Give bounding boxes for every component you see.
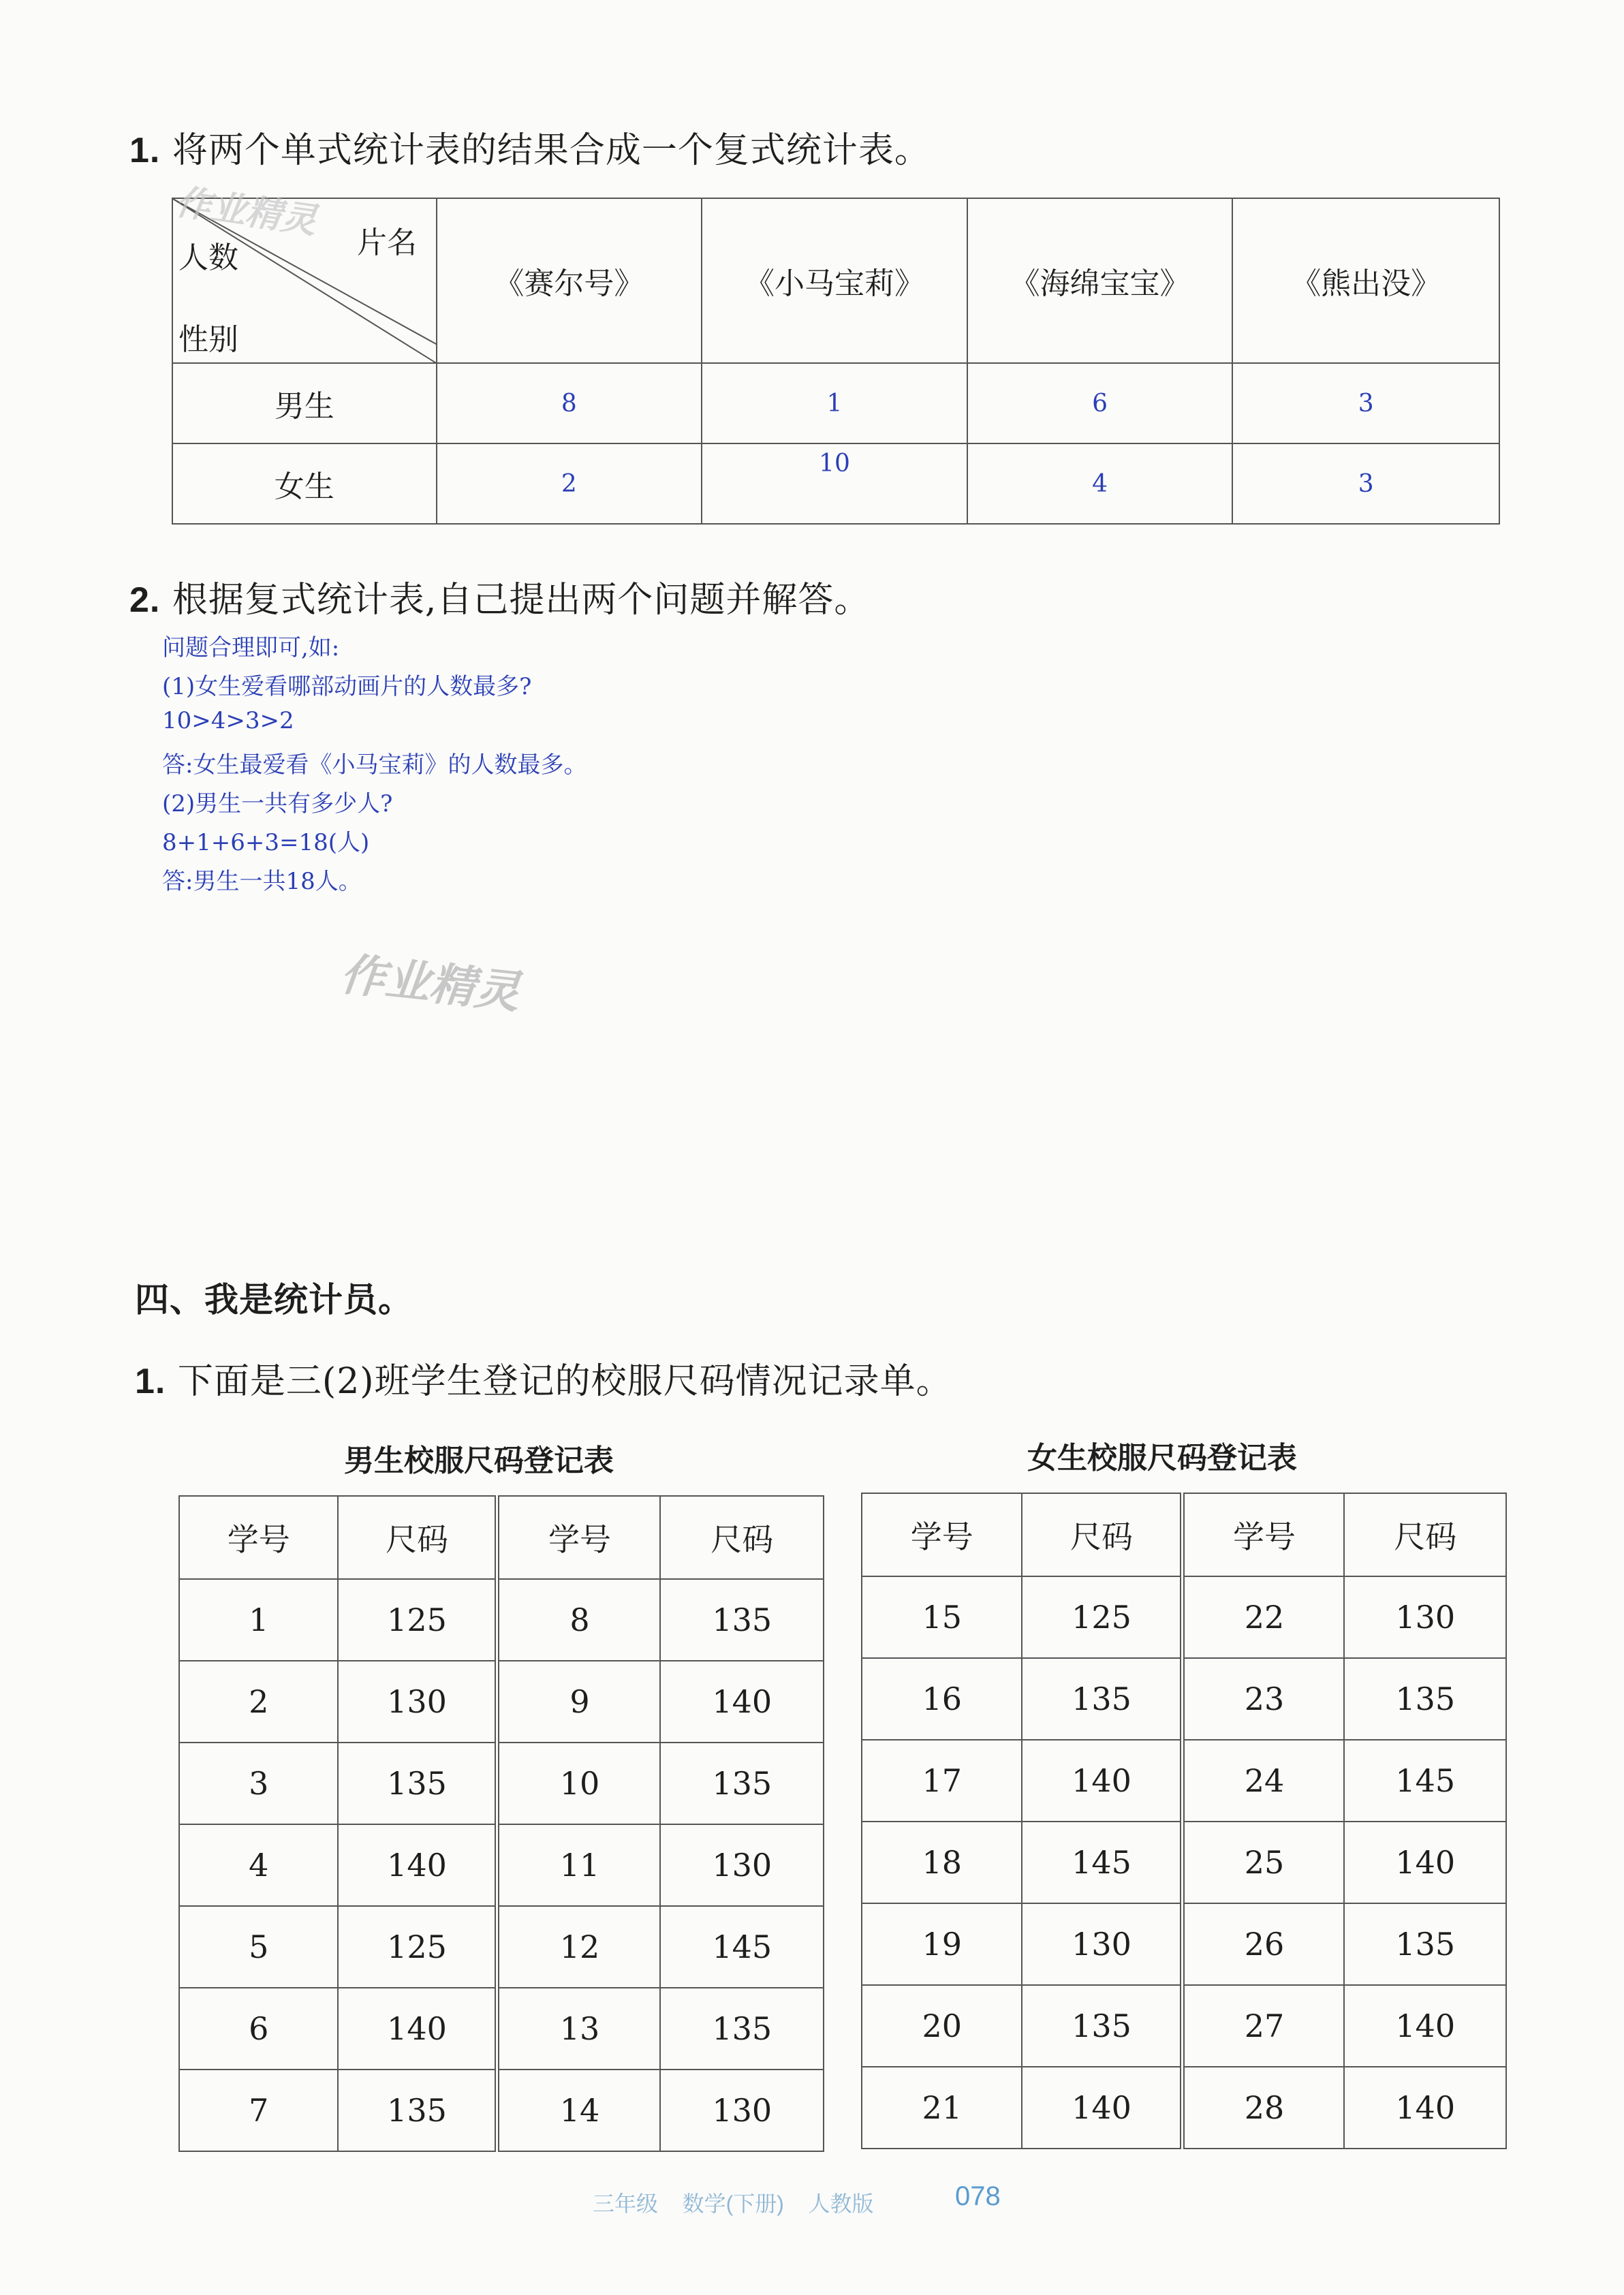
size-value: 125 [338,1579,497,1661]
page-number: 078 [955,2181,1001,2211]
table-row [179,1988,824,2070]
footer-subject: 数学(下册) [682,2191,784,2216]
size-value: 140 [338,1824,497,1906]
answer-line: (1)女生爱看哪部动画片的人数最多? [162,673,532,700]
watermark: 作业精灵 [338,948,522,1018]
table-row [862,1985,1506,2067]
answer-value: 6 [967,363,1233,443]
size-value: 140 [1344,1985,1506,2067]
footer [593,2187,873,2218]
student-id: 5 [179,1906,338,1988]
student-id: 20 [862,1985,1022,2067]
size-value: 135 [660,1988,824,2070]
question-text: 将两个单式统计表的结果合成一个复式统计表。 [172,130,931,171]
film-header: 《海绵宝宝》 [967,198,1233,363]
table-row [179,1743,824,1824]
student-id: 15 [862,1576,1022,1658]
corner-label-film: 片名 [357,225,417,260]
student-id: 3 [179,1743,338,1824]
size-value: 135 [338,2070,497,2151]
student-id: 7 [179,2070,338,2151]
table-row [862,2067,1506,2149]
table-row [862,1903,1506,1985]
table-row [862,1576,1506,1658]
girls-size-table [861,1493,1507,2149]
answer-value: 2 [437,443,702,524]
question-1 [129,121,931,172]
answer-line: 8+1+6+3=18(人) [162,829,370,856]
size-value: 135 [338,1743,497,1824]
size-value: 145 [1022,1822,1183,1903]
table-row [179,1824,824,1906]
corner-label-gender: 性别 [178,322,238,357]
section4-question-1 [135,1352,952,1403]
size-value: 125 [338,1906,497,1988]
size-value: 130 [660,1824,824,1906]
student-id: 2 [179,1661,338,1743]
table-row-girls [172,443,1499,524]
student-id: 14 [497,2070,660,2151]
student-id: 23 [1183,1658,1344,1740]
student-id: 13 [497,1988,660,2070]
size-value: 135 [1022,1658,1183,1740]
student-id: 11 [497,1824,660,1906]
answer-line: 问题合理即可,如: [162,634,340,661]
table-row-boys [172,363,1499,443]
size-value: 140 [338,1988,497,2070]
boys-size-table [178,1495,824,2152]
student-id: 9 [497,1661,660,1743]
question-number: 1. [129,131,161,170]
student-id: 4 [179,1824,338,1906]
table-row [179,1661,824,1743]
footer-edition: 人教版 [808,2191,874,2216]
table-row [862,1658,1506,1740]
student-id: 8 [497,1579,660,1661]
answer-value: 10 [702,443,967,524]
student-id: 19 [862,1903,1022,1985]
student-id: 10 [497,1743,660,1824]
size-value: 135 [660,1579,824,1661]
column-header: 尺码 [660,1496,824,1579]
answer-value: 4 [967,443,1233,524]
question-number: 1. [135,1362,166,1401]
question-number: 2. [129,580,161,620]
answer-value: 3 [1232,363,1499,443]
column-header: 学号 [497,1496,660,1579]
size-value: 130 [660,2070,824,2151]
size-value: 135 [660,1743,824,1824]
compound-stat-table [172,198,1500,525]
table-row [179,1579,824,1661]
girls-table-title: 女生校服尺码登记表 [1027,1441,1297,1475]
column-header: 学号 [862,1493,1022,1576]
film-header: 《熊出没》 [1232,198,1499,363]
table-row [179,1906,824,1988]
question-2 [129,571,870,622]
student-id: 21 [862,2067,1022,2149]
student-id: 28 [1183,2067,1344,2149]
size-value: 140 [1022,2067,1183,2149]
student-id: 22 [1183,1576,1344,1658]
size-value: 140 [660,1661,824,1743]
table-row [179,2070,824,2151]
column-header: 学号 [1183,1493,1344,1576]
size-value: 140 [1344,2067,1506,2149]
student-id: 12 [497,1906,660,1988]
column-header: 尺码 [1344,1493,1506,1576]
size-value: 140 [1022,1740,1183,1822]
table-row [862,1822,1506,1903]
size-value: 145 [660,1906,824,1988]
size-value: 130 [1344,1576,1506,1658]
table-row [862,1740,1506,1822]
column-header: 学号 [179,1496,338,1579]
answer-value: 3 [1232,443,1499,524]
size-value: 140 [1344,1822,1506,1903]
student-id: 17 [862,1740,1022,1822]
answer-line: 答:女生最爱看《小马宝莉》的人数最多。 [162,751,587,779]
student-id: 26 [1183,1903,1344,1985]
student-id: 16 [862,1658,1022,1740]
size-value: 145 [1344,1740,1506,1822]
student-id: 1 [179,1579,338,1661]
size-value: 130 [338,1661,497,1743]
row-label: 女生 [172,443,437,524]
column-header: 尺码 [1022,1493,1183,1576]
student-id: 27 [1183,1985,1344,2067]
watermark: 作业精灵 [173,182,319,242]
boys-table-title: 男生校服尺码登记表 [344,1444,614,1478]
answer-line: 答:男生一共18人。 [162,868,362,895]
footer-grade: 三年级 [593,2191,659,2216]
answer-line: (2)男生一共有多少人? [162,790,393,817]
student-id: 25 [1183,1822,1344,1903]
film-header: 《赛尔号》 [437,198,702,363]
question-text: 下面是三(2)班学生登记的校服尺码情况记录单。 [177,1361,952,1402]
size-value: 130 [1022,1903,1183,1985]
student-id: 24 [1183,1740,1344,1822]
answer-line: 10>4>3>2 [162,707,294,734]
answer-value: 8 [437,363,702,443]
answer-value: 1 [702,363,967,443]
section-title: 四、我是统计员。 [135,1281,413,1319]
row-label: 男生 [172,363,437,443]
size-value: 135 [1022,1985,1183,2067]
size-value: 135 [1344,1903,1506,1985]
question-text: 根据复式统计表,自己提出两个问题并解答。 [172,580,871,621]
student-id: 18 [862,1822,1022,1903]
size-value: 125 [1022,1576,1183,1658]
film-header: 《小马宝莉》 [702,198,967,363]
size-value: 135 [1344,1658,1506,1740]
student-id: 6 [179,1988,338,2070]
column-header: 尺码 [338,1496,497,1579]
corner-label-count: 人数 [178,240,238,275]
